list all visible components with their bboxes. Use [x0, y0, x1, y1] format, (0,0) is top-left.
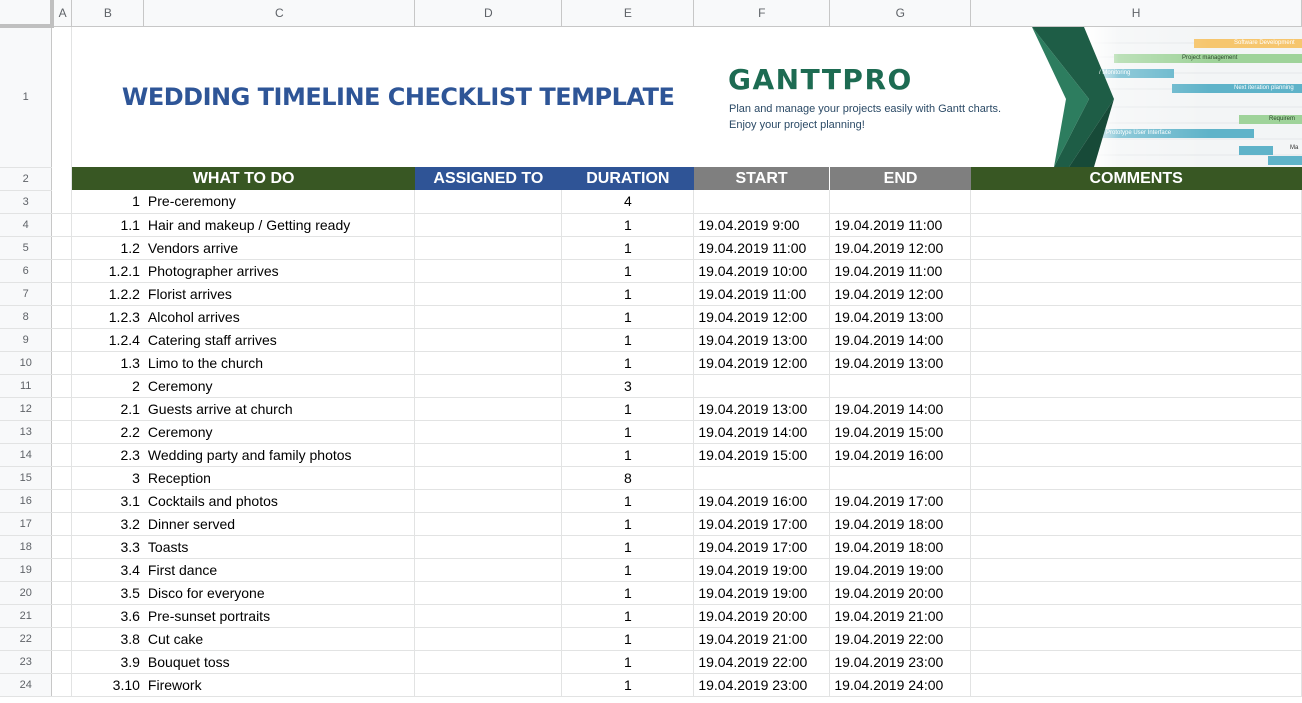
- bar-label: Requirem: [1269, 116, 1296, 122]
- comments-cell[interactable]: [971, 282, 1302, 305]
- task-name-cell[interactable]: Pre-ceremony: [144, 190, 415, 213]
- duration-cell[interactable]: 1: [562, 397, 694, 420]
- end-cell[interactable]: 19.04.2019 13:00: [830, 351, 971, 374]
- row-number[interactable]: 8: [0, 305, 52, 328]
- comments-cell[interactable]: [971, 581, 1302, 604]
- end-cell[interactable]: 19.04.2019 19:00: [830, 558, 971, 581]
- task-id-cell[interactable]: 1.2.4: [72, 328, 144, 351]
- table-row: [0, 420, 1302, 443]
- start-cell[interactable]: 19.04.2019 17:00: [694, 535, 830, 558]
- row-number[interactable]: 11: [0, 374, 52, 397]
- task-id-cell[interactable]: 3.8: [72, 627, 144, 650]
- task-name-cell[interactable]: First dance: [144, 558, 415, 581]
- column-header-e[interactable]: E: [562, 0, 694, 26]
- table-row: [0, 604, 1302, 627]
- row-number[interactable]: 24: [0, 673, 52, 696]
- select-all-corner[interactable]: [0, 0, 52, 26]
- table-row: [0, 259, 1302, 282]
- duration-cell[interactable]: 1: [562, 305, 694, 328]
- table-row: [0, 489, 1302, 512]
- cell-a[interactable]: [52, 558, 72, 581]
- comments-cell[interactable]: [971, 420, 1302, 443]
- row-number[interactable]: 10: [0, 351, 52, 374]
- duration-cell[interactable]: 1: [562, 673, 694, 696]
- comments-cell[interactable]: [971, 673, 1302, 696]
- task-id-cell[interactable]: 1.2.3: [72, 305, 144, 328]
- duration-cell[interactable]: 1: [562, 213, 694, 236]
- duration-cell[interactable]: 1: [562, 420, 694, 443]
- cell-a[interactable]: [52, 305, 72, 328]
- comments-cell[interactable]: [971, 443, 1302, 466]
- table-row: [0, 558, 1302, 581]
- end-cell[interactable]: 19.04.2019 23:00: [830, 650, 971, 673]
- row-number[interactable]: 19: [0, 558, 52, 581]
- column-header-h[interactable]: H: [971, 0, 1302, 26]
- header-start[interactable]: START: [694, 167, 830, 190]
- task-id-cell[interactable]: 3.5: [72, 581, 144, 604]
- comments-cell[interactable]: [971, 627, 1302, 650]
- start-cell[interactable]: 19.04.2019 21:00: [694, 627, 830, 650]
- task-name-cell[interactable]: Florist arrives: [144, 282, 415, 305]
- task-name-cell[interactable]: Photographer arrives: [144, 259, 415, 282]
- task-id-cell[interactable]: 3.9: [72, 650, 144, 673]
- end-cell[interactable]: [830, 190, 971, 213]
- duration-cell[interactable]: 3: [562, 374, 694, 397]
- task-id-cell[interactable]: 1.2: [72, 236, 144, 259]
- assigned-to-cell[interactable]: [415, 535, 562, 558]
- task-id-cell[interactable]: 1.1: [72, 213, 144, 236]
- banner-tagline-2: Enjoy your project planning!: [729, 119, 865, 131]
- task-id-cell[interactable]: 3.6: [72, 604, 144, 627]
- column-header-g[interactable]: G: [830, 0, 971, 26]
- start-cell[interactable]: 19.04.2019 19:00: [694, 558, 830, 581]
- end-cell[interactable]: 19.04.2019 18:00: [830, 535, 971, 558]
- comments-cell[interactable]: [971, 351, 1302, 374]
- assigned-to-cell[interactable]: [415, 374, 562, 397]
- end-cell[interactable]: 19.04.2019 14:00: [830, 397, 971, 420]
- table-row: [0, 443, 1302, 466]
- task-name-cell[interactable]: Guests arrive at church: [144, 397, 415, 420]
- row-number-1[interactable]: 1: [0, 26, 52, 167]
- start-cell[interactable]: 19.04.2019 12:00: [694, 305, 830, 328]
- task-name-cell[interactable]: Wedding party and family photos: [144, 443, 415, 466]
- table-row: [0, 305, 1302, 328]
- assigned-to-cell[interactable]: [415, 443, 562, 466]
- comments-cell[interactable]: [971, 535, 1302, 558]
- duration-cell[interactable]: 1: [562, 512, 694, 535]
- duration-cell[interactable]: 1: [562, 650, 694, 673]
- assigned-to-cell[interactable]: [415, 259, 562, 282]
- cell-a[interactable]: [52, 535, 72, 558]
- task-name-cell[interactable]: Vendors arrive: [144, 236, 415, 259]
- cell-a[interactable]: [52, 328, 72, 351]
- row-number[interactable]: 14: [0, 443, 52, 466]
- comments-cell[interactable]: [971, 305, 1302, 328]
- assigned-to-cell[interactable]: [415, 397, 562, 420]
- comments-cell[interactable]: [971, 512, 1302, 535]
- end-cell[interactable]: 19.04.2019 11:00: [830, 213, 971, 236]
- bar-label: / Monitoring: [1099, 70, 1131, 76]
- start-cell[interactable]: 19.04.2019 14:00: [694, 420, 830, 443]
- end-cell[interactable]: 19.04.2019 11:00: [830, 259, 971, 282]
- assigned-to-cell[interactable]: [415, 236, 562, 259]
- start-cell[interactable]: 19.04.2019 20:00: [694, 604, 830, 627]
- row-number[interactable]: 21: [0, 604, 52, 627]
- start-cell[interactable]: [694, 466, 830, 489]
- table-row: [0, 673, 1302, 696]
- task-id-cell[interactable]: 1.2.1: [72, 259, 144, 282]
- table-row: [0, 213, 1302, 236]
- end-cell[interactable]: [830, 374, 971, 397]
- bar-label: Next iteration planning: [1234, 85, 1294, 91]
- duration-cell[interactable]: 1: [562, 259, 694, 282]
- cell-a[interactable]: [52, 190, 72, 213]
- task-name-cell[interactable]: Ceremony: [144, 374, 415, 397]
- task-name-cell[interactable]: Hair and makeup / Getting ready: [144, 213, 415, 236]
- assigned-to-cell[interactable]: [415, 581, 562, 604]
- task-id-cell[interactable]: 2.1: [72, 397, 144, 420]
- start-cell[interactable]: 19.04.2019 16:00: [694, 489, 830, 512]
- start-cell[interactable]: 19.04.2019 19:00: [694, 581, 830, 604]
- task-id-cell[interactable]: 2: [72, 374, 144, 397]
- task-name-cell[interactable]: Firework: [144, 673, 415, 696]
- bar-label: Prototype User Interface: [1106, 130, 1172, 136]
- end-cell[interactable]: 19.04.2019 18:00: [830, 512, 971, 535]
- start-cell[interactable]: 19.04.2019 22:00: [694, 650, 830, 673]
- task-id-cell[interactable]: 1.2.2: [72, 282, 144, 305]
- duration-cell[interactable]: 1: [562, 627, 694, 650]
- comments-cell[interactable]: [971, 558, 1302, 581]
- task-id-cell[interactable]: 3.3: [72, 535, 144, 558]
- assigned-to-cell[interactable]: [415, 512, 562, 535]
- duration-cell[interactable]: 1: [562, 282, 694, 305]
- task-id-cell[interactable]: 3.4: [72, 558, 144, 581]
- task-id-cell[interactable]: 3.1: [72, 489, 144, 512]
- banner-tagline-1: Plan and manage your projects easily with Gantt charts.: [729, 103, 1002, 115]
- start-cell[interactable]: 19.04.2019 9:00: [694, 213, 830, 236]
- assigned-to-cell[interactable]: [415, 466, 562, 489]
- cell-a[interactable]: [52, 443, 72, 466]
- comments-cell[interactable]: [971, 374, 1302, 397]
- bar-label: Project management: [1182, 55, 1238, 61]
- task-id-cell[interactable]: 1.3: [72, 351, 144, 374]
- comments-cell[interactable]: [971, 190, 1302, 213]
- end-cell[interactable]: 19.04.2019 15:00: [830, 420, 971, 443]
- task-name-cell[interactable]: Catering staff arrives: [144, 328, 415, 351]
- task-name-cell[interactable]: Reception: [144, 466, 415, 489]
- header-end[interactable]: END: [830, 167, 971, 190]
- end-cell[interactable]: 19.04.2019 24:00: [830, 673, 971, 696]
- task-name-cell[interactable]: Toasts: [144, 535, 415, 558]
- column-header-d[interactable]: D: [415, 0, 562, 26]
- cell-a[interactable]: [52, 512, 72, 535]
- start-cell[interactable]: 19.04.2019 23:00: [694, 673, 830, 696]
- gantt-preview-graphic: [694, 27, 1302, 167]
- assigned-to-cell[interactable]: [415, 558, 562, 581]
- table-row: [0, 190, 1302, 213]
- cell-a1[interactable]: [52, 26, 72, 167]
- row-number[interactable]: 17: [0, 512, 52, 535]
- cell-a[interactable]: [52, 604, 72, 627]
- sheet-title[interactable]: WEDDING TIMELINE CHECKLIST TEMPLATE: [121, 82, 675, 111]
- cell-a2[interactable]: [52, 167, 72, 190]
- comments-cell[interactable]: [971, 213, 1302, 236]
- column-header-f[interactable]: F: [694, 0, 830, 26]
- comments-cell[interactable]: [971, 259, 1302, 282]
- row-number[interactable]: 4: [0, 213, 52, 236]
- table-row: [0, 328, 1302, 351]
- comments-cell[interactable]: [971, 397, 1302, 420]
- start-cell[interactable]: 19.04.2019 13:00: [694, 328, 830, 351]
- bar-label: Software Development: [1234, 40, 1295, 46]
- duration-cell[interactable]: 8: [562, 466, 694, 489]
- end-cell[interactable]: 19.04.2019 16:00: [830, 443, 971, 466]
- row-number[interactable]: 13: [0, 420, 52, 443]
- task-id-cell[interactable]: 2.3: [72, 443, 144, 466]
- column-header-b[interactable]: B: [72, 0, 144, 26]
- header-row: [0, 167, 1302, 190]
- end-cell[interactable]: 19.04.2019 14:00: [830, 328, 971, 351]
- duration-cell[interactable]: 1: [562, 604, 694, 627]
- task-name-cell[interactable]: Ceremony: [144, 420, 415, 443]
- start-cell[interactable]: 19.04.2019 17:00: [694, 512, 830, 535]
- task-id-cell[interactable]: 2.2: [72, 420, 144, 443]
- task-name-cell[interactable]: Bouquet toss: [144, 650, 415, 673]
- assigned-to-cell[interactable]: [415, 673, 562, 696]
- ganttpro-banner[interactable]: [694, 27, 1302, 167]
- cell-a[interactable]: [52, 650, 72, 673]
- cell-a[interactable]: [52, 282, 72, 305]
- row-number[interactable]: 15: [0, 466, 52, 489]
- assigned-to-cell[interactable]: [415, 328, 562, 351]
- header-what-to-do[interactable]: WHAT TO DO: [72, 167, 415, 190]
- row-number[interactable]: 22: [0, 627, 52, 650]
- row-number[interactable]: 12: [0, 397, 52, 420]
- cell-a[interactable]: [52, 236, 72, 259]
- start-cell[interactable]: 19.04.2019 11:00: [694, 282, 830, 305]
- duration-cell[interactable]: 1: [562, 351, 694, 374]
- table-row: [0, 397, 1302, 420]
- start-cell[interactable]: 19.04.2019 10:00: [694, 259, 830, 282]
- table-row: [0, 535, 1302, 558]
- cell-a[interactable]: [52, 466, 72, 489]
- end-cell[interactable]: 19.04.2019 13:00: [830, 305, 971, 328]
- task-name-cell[interactable]: Dinner served: [144, 512, 415, 535]
- row-number[interactable]: 20: [0, 581, 52, 604]
- duration-cell[interactable]: 1: [562, 489, 694, 512]
- comments-cell[interactable]: [971, 604, 1302, 627]
- column-header-a[interactable]: A: [52, 0, 72, 26]
- cell-a[interactable]: [52, 489, 72, 512]
- row-number[interactable]: 3: [0, 190, 52, 213]
- assigned-to-cell[interactable]: [415, 190, 562, 213]
- assigned-to-cell[interactable]: [415, 627, 562, 650]
- start-cell[interactable]: 19.04.2019 11:00: [694, 236, 830, 259]
- cell-a[interactable]: [52, 581, 72, 604]
- table-row: [0, 627, 1302, 650]
- task-name-cell[interactable]: Pre-sunset portraits: [144, 604, 415, 627]
- ganttpro-logo: GANTTPRO: [728, 63, 913, 96]
- task-name-cell[interactable]: Disco for everyone: [144, 581, 415, 604]
- assigned-to-cell[interactable]: [415, 650, 562, 673]
- assigned-to-cell[interactable]: [415, 213, 562, 236]
- row-number[interactable]: 7: [0, 282, 52, 305]
- row-number[interactable]: 5: [0, 236, 52, 259]
- duration-cell[interactable]: 1: [562, 581, 694, 604]
- comments-cell[interactable]: [971, 489, 1302, 512]
- duration-cell[interactable]: 1: [562, 558, 694, 581]
- row-number[interactable]: 9: [0, 328, 52, 351]
- start-cell[interactable]: 19.04.2019 12:00: [694, 351, 830, 374]
- comments-cell[interactable]: [971, 466, 1302, 489]
- duration-cell[interactable]: 4: [562, 190, 694, 213]
- column-header-row: [0, 0, 1302, 26]
- start-cell[interactable]: [694, 374, 830, 397]
- assigned-to-cell[interactable]: [415, 604, 562, 627]
- header-duration[interactable]: DURATION: [562, 167, 694, 190]
- cell-a[interactable]: [52, 259, 72, 282]
- table-row: [0, 236, 1302, 259]
- end-cell[interactable]: 19.04.2019 12:00: [830, 236, 971, 259]
- row-number-2[interactable]: 2: [0, 167, 52, 190]
- end-cell[interactable]: 19.04.2019 12:00: [830, 282, 971, 305]
- table-row: [0, 581, 1302, 604]
- cell-a[interactable]: [52, 213, 72, 236]
- end-cell[interactable]: [830, 466, 971, 489]
- cell-a[interactable]: [52, 374, 72, 397]
- comments-cell[interactable]: [971, 328, 1302, 351]
- task-id-cell[interactable]: 3.10: [72, 673, 144, 696]
- assigned-to-cell[interactable]: [415, 282, 562, 305]
- table-row: [0, 466, 1302, 489]
- start-cell[interactable]: 19.04.2019 15:00: [694, 443, 830, 466]
- assigned-to-cell[interactable]: [415, 305, 562, 328]
- column-header-c[interactable]: C: [144, 0, 415, 26]
- row-number[interactable]: 23: [0, 650, 52, 673]
- table-row: [0, 512, 1302, 535]
- task-name-cell[interactable]: Alcohol arrives: [144, 305, 415, 328]
- end-cell[interactable]: 19.04.2019 17:00: [830, 489, 971, 512]
- end-cell[interactable]: 19.04.2019 21:00: [830, 604, 971, 627]
- duration-cell[interactable]: 1: [562, 236, 694, 259]
- task-id-cell[interactable]: 3.2: [72, 512, 144, 535]
- row-number[interactable]: 6: [0, 259, 52, 282]
- header-comments[interactable]: COMMENTS: [971, 167, 1302, 190]
- table-row: [0, 650, 1302, 673]
- header-assigned-to[interactable]: ASSIGNED TO: [415, 167, 562, 190]
- row-number[interactable]: 18: [0, 535, 52, 558]
- cell-a[interactable]: [52, 627, 72, 650]
- task-rows: [0, 190, 1302, 696]
- cell-a[interactable]: [52, 420, 72, 443]
- row-number[interactable]: 16: [0, 489, 52, 512]
- cell-a[interactable]: [52, 397, 72, 420]
- cell-a[interactable]: [52, 673, 72, 696]
- duration-cell[interactable]: 1: [562, 535, 694, 558]
- task-name-cell[interactable]: Limo to the church: [144, 351, 415, 374]
- table-row: [0, 282, 1302, 305]
- duration-cell[interactable]: 1: [562, 443, 694, 466]
- assigned-to-cell[interactable]: [415, 420, 562, 443]
- cell-a[interactable]: [52, 351, 72, 374]
- assigned-to-cell[interactable]: [415, 489, 562, 512]
- end-cell[interactable]: 19.04.2019 22:00: [830, 627, 971, 650]
- start-cell[interactable]: [694, 190, 830, 213]
- comments-cell[interactable]: [971, 650, 1302, 673]
- duration-cell[interactable]: 1: [562, 328, 694, 351]
- bar-label: Ma: [1290, 145, 1299, 151]
- end-cell[interactable]: 19.04.2019 20:00: [830, 581, 971, 604]
- comments-cell[interactable]: [971, 236, 1302, 259]
- task-name-cell[interactable]: Cocktails and photos: [144, 489, 415, 512]
- table-row: [0, 374, 1302, 397]
- start-cell[interactable]: 19.04.2019 13:00: [694, 397, 830, 420]
- assigned-to-cell[interactable]: [415, 351, 562, 374]
- table-row: [0, 351, 1302, 374]
- task-id-cell[interactable]: 1: [72, 190, 144, 213]
- task-name-cell[interactable]: Cut cake: [144, 627, 415, 650]
- task-id-cell[interactable]: 3: [72, 466, 144, 489]
